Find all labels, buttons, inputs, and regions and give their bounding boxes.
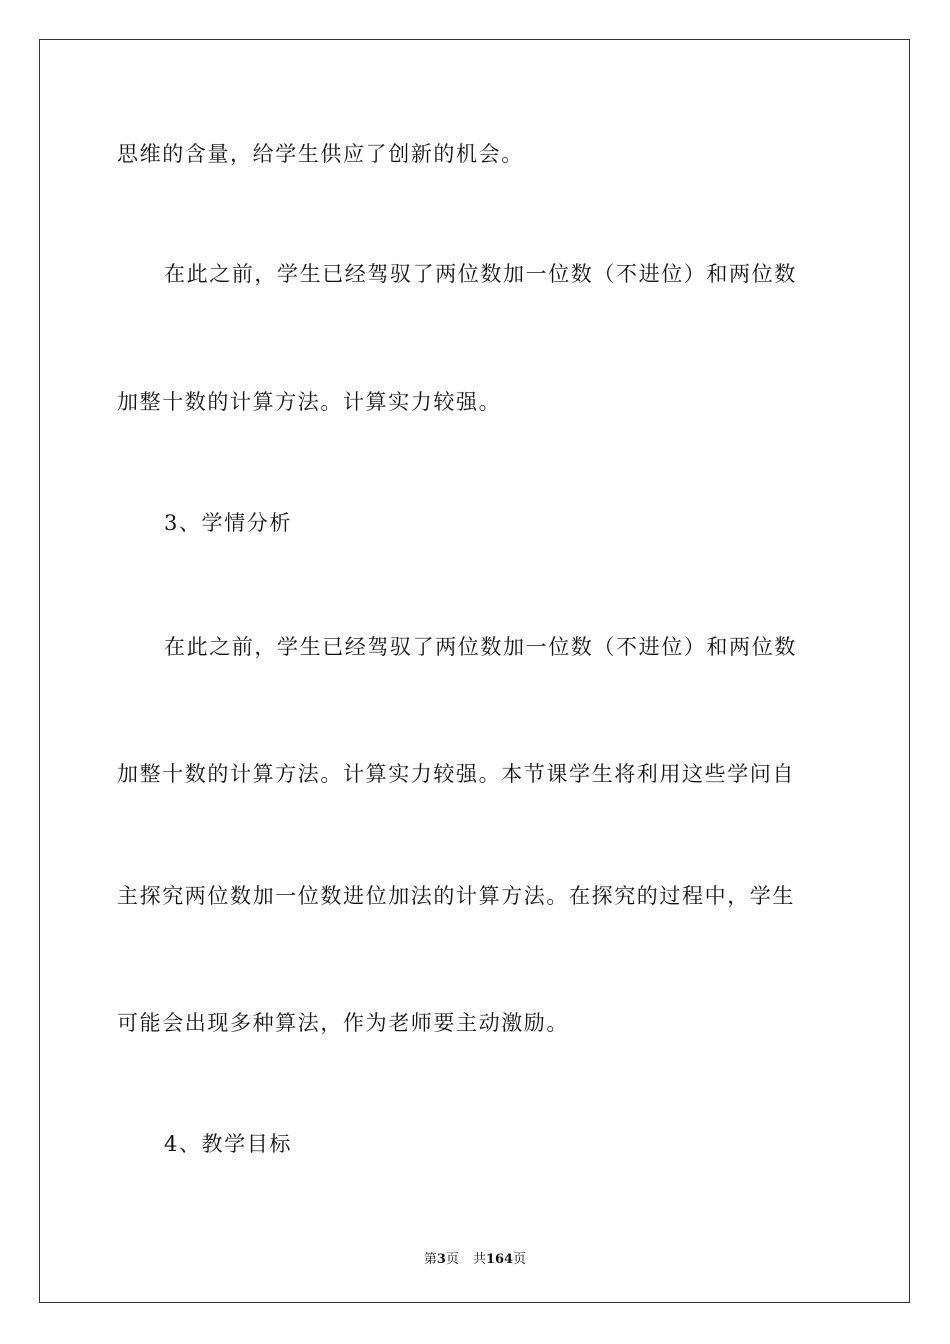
section-heading: 3、学情分析	[164, 511, 292, 535]
page-number: 3	[436, 1252, 446, 1267]
total-pages: 164	[485, 1252, 514, 1267]
paragraph-line: 思维的含量，给学生供应了创新的机会。	[117, 142, 524, 166]
paragraph-line: 加整十数的计算方法。计算实力较强。本节课学生将利用这些学问自	[117, 762, 795, 786]
total-suffix: 页	[513, 1252, 527, 1267]
paragraph-line: 可能会出现多种算法，作为老师要主动激励。	[117, 1011, 569, 1035]
page-footer	[0, 1248, 950, 1267]
page-prefix: 第	[423, 1252, 437, 1267]
section-heading: 4、教学目标	[164, 1132, 292, 1156]
paragraph-line: 主探究两位数加一位数进位加法的计算方法。在探究的过程中，学生	[117, 884, 795, 908]
paragraph-line: 加整十数的计算方法。计算实力较强。	[117, 390, 502, 414]
paragraph-line: 在此之前，学生已经驾驭了两位数加一位数（不进位）和两位数	[164, 262, 797, 286]
total-prefix: 共	[472, 1252, 486, 1267]
page-suffix: 页	[445, 1252, 459, 1267]
page-frame	[39, 39, 910, 1303]
paragraph-line: 在此之前，学生已经驾驭了两位数加一位数（不进位）和两位数	[164, 635, 797, 659]
